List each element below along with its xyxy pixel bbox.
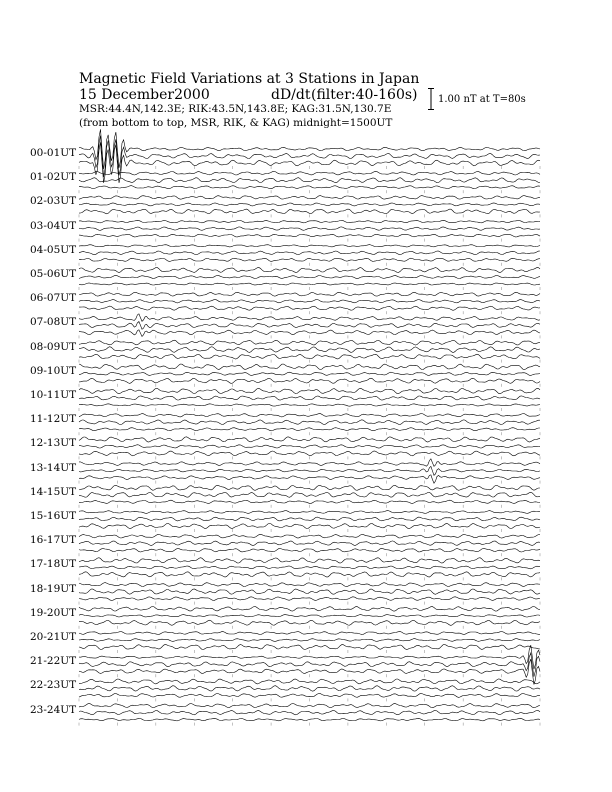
row-ticks	[79, 650, 540, 653]
trace-msr-10-11UT	[79, 404, 540, 406]
trace-rik-05-06UT	[79, 275, 540, 278]
trace-rik-00-01UT	[79, 136, 540, 177]
hour-label: 08-09UT	[30, 340, 77, 353]
hour-label: 10-11UT	[30, 389, 77, 401]
trace-rik-10-11UT	[79, 396, 540, 400]
row-ticks	[79, 553, 540, 556]
row-ticks	[79, 698, 540, 701]
row-ticks	[79, 190, 540, 193]
trace-kag-09-10UT	[79, 364, 540, 370]
trace-kag-13-14UT	[79, 459, 540, 467]
hour-label: 17-18UT	[30, 558, 77, 571]
trace-rik-20-21UT	[79, 639, 540, 642]
hour-label: 14-15UT	[30, 485, 77, 498]
trace-rik-12-13UT	[79, 445, 540, 448]
row-ticks	[79, 529, 540, 532]
row-ticks	[79, 456, 540, 459]
row-ticks	[79, 408, 540, 411]
filter-label: (filter:40-160s)	[311, 87, 418, 103]
hour-label: 22-23UT	[30, 679, 77, 692]
trace-rik-08-09UT	[79, 347, 540, 353]
trace-rik-09-10UT	[79, 372, 540, 375]
hour-label: 16-17UT	[30, 534, 77, 547]
trace-msr-03-04UT	[79, 234, 540, 237]
trace-rik-17-18UT	[79, 566, 540, 569]
chart-title: Magnetic Field Variations at 3 Stations in Japan	[79, 71, 420, 87]
trace-msr-05-06UT	[79, 283, 540, 285]
hour-label: 13-14UT	[30, 461, 77, 474]
trace-kag-07-08UT	[79, 314, 540, 322]
trace-kag-04-05UT	[79, 245, 540, 247]
hour-label: 12-13UT	[30, 437, 77, 450]
hour-label: 04-05UT	[30, 243, 77, 256]
trace-kag-02-03UT	[79, 196, 540, 200]
row-ticks	[79, 577, 540, 580]
trace-msr-23-24UT	[79, 718, 540, 720]
trace-rik-19-20UT	[79, 615, 540, 617]
trace-rik-18-19UT	[79, 589, 540, 594]
scale-label: 1.00 nT at T=80s	[438, 94, 526, 105]
trace-msr-09-10UT	[79, 378, 540, 383]
hour-label: 23-24UT	[30, 703, 77, 716]
trace-msr-04-05UT	[79, 258, 540, 261]
hour-label: 01-02UT	[30, 171, 77, 184]
row-ticks	[79, 311, 540, 314]
trace-rik-03-04UT	[79, 227, 540, 230]
hour-label: 00-01UT	[30, 147, 77, 159]
hour-label: 21-22UT	[30, 655, 77, 668]
hour-label: 06-07UT	[30, 292, 77, 305]
station-coordinates: MSR:44.4N,142.3E; RIK:43.5N,143.8E; KAG:31.5N,130.7E	[79, 103, 392, 115]
hour-label: 15-16UT	[30, 510, 77, 522]
row-ticks	[79, 360, 540, 363]
trace-kag-17-18UT	[79, 558, 540, 563]
trace-msr-19-20UT	[79, 620, 540, 625]
trace-msr-14-15UT	[79, 500, 540, 503]
trace-kag-14-15UT	[79, 485, 540, 490]
trace-rik-22-23UT	[79, 686, 540, 692]
trace-rik-23-24UT	[79, 710, 540, 714]
hour-label: 05-06UT	[30, 268, 77, 280]
trace-rik-04-05UT	[79, 251, 540, 255]
row-ticks	[79, 432, 540, 435]
trace-rik-11-12UT	[79, 420, 540, 425]
row-ticks	[79, 481, 540, 484]
trace-msr-12-13UT	[79, 451, 540, 456]
row-ticks	[79, 335, 540, 338]
row-ticks	[79, 263, 540, 266]
hour-label: 11-12UT	[30, 413, 77, 426]
hour-label: 07-08UT	[30, 316, 77, 329]
trace-rik-14-15UT	[79, 492, 540, 497]
trace-msr-17-18UT	[79, 572, 540, 577]
hour-label: 19-20UT	[30, 606, 77, 619]
row-ticks	[79, 384, 540, 387]
trace-kag-23-24UT	[79, 704, 540, 708]
row-ticks	[79, 505, 540, 508]
row-ticks	[79, 674, 540, 677]
trace-kag-06-07UT	[79, 292, 540, 296]
trace-msr-22-23UT	[79, 693, 540, 697]
trace-msr-02-03UT	[79, 209, 540, 214]
chart-date: 15 December2000	[79, 87, 210, 103]
row-ticks	[79, 166, 540, 169]
hour-label: 09-10UT	[30, 364, 77, 377]
trace-msr-16-17UT	[79, 548, 540, 552]
row-ticks	[79, 214, 540, 217]
trace-kag-18-19UT	[79, 583, 540, 587]
hour-label: 20-21UT	[30, 631, 77, 643]
trace-kag-03-04UT	[79, 220, 540, 222]
trace-kag-05-06UT	[79, 268, 540, 273]
trace-rik-01-02UT	[79, 178, 540, 183]
trace-msr-01-02UT	[79, 186, 540, 189]
trace-kag-15-16UT	[79, 511, 540, 514]
row-ticks	[79, 626, 540, 629]
trace-kag-22-23UT	[79, 679, 540, 684]
trace-kag-21-22UT	[79, 645, 540, 669]
trace-msr-08-09UT	[79, 354, 540, 359]
quantity-label: dD/dt	[271, 87, 311, 103]
trace-kag-16-17UT	[79, 534, 540, 538]
trace-rik-02-03UT	[79, 203, 540, 206]
trace-rik-16-17UT	[79, 541, 540, 546]
trace-msr-20-21UT	[79, 645, 540, 650]
trace-kag-08-09UT	[79, 340, 540, 345]
trace-rik-13-14UT	[79, 466, 540, 475]
row-ticks	[79, 723, 540, 726]
trace-rik-06-07UT	[79, 300, 540, 303]
trace-kag-01-02UT	[79, 171, 540, 175]
trace-kag-10-11UT	[79, 388, 540, 393]
trace-msr-06-07UT	[79, 306, 540, 310]
trace-msr-15-16UT	[79, 523, 540, 528]
hour-label: 18-19UT	[30, 582, 77, 595]
trace-msr-00-01UT	[79, 142, 540, 183]
trace-kag-20-21UT	[79, 632, 540, 635]
trace-msr-18-19UT	[79, 597, 540, 601]
row-ticks	[79, 287, 540, 290]
row-ticks	[79, 602, 540, 605]
hour-label: 03-04UT	[30, 219, 77, 232]
trace-kag-19-20UT	[79, 606, 540, 611]
trace-kag-11-12UT	[79, 414, 540, 417]
trace-rik-15-16UT	[79, 517, 540, 521]
trace-msr-11-12UT	[79, 428, 540, 431]
trace-rik-07-08UT	[79, 322, 540, 330]
station-order-note: (from bottom to top, MSR, RIK, & KAG) midnight=1500UT	[79, 117, 393, 129]
trace-kag-00-01UT	[79, 129, 540, 169]
trace-kag-12-13UT	[79, 437, 540, 442]
row-ticks	[79, 239, 540, 242]
hour-label: 02-03UT	[30, 195, 77, 208]
